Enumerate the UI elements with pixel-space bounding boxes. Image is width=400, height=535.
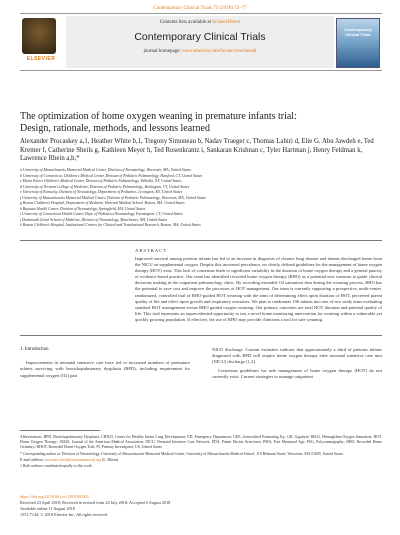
elsevier-wordmark: ELSEVIER bbox=[26, 56, 56, 62]
affiliation-item: h Baystate Health Center, Division of Neonatology, Springfield, MA, United States bbox=[20, 206, 146, 211]
email-footnote bbox=[20, 458, 382, 463]
affiliation-item: j Dartmouth Geisel School of Medicine, Division of Neonatology, Manchester, NH, United States bbox=[20, 217, 168, 222]
affiliation-item: g Boston Children's Hospital, Department of Medicine, Harvard Medical School, Boston, MA, United States bbox=[20, 201, 185, 205]
banner-center bbox=[66, 16, 334, 68]
affiliation-item: c Maria Fareri Children's Medical Center, Division of Pediatric Pulmonology, Valhalla, NY, United States bbox=[20, 179, 182, 183]
body-paragraph: Consensus guidelines for safe management of home oxygen therapy (HOT) do not currently exist. Current strategies to manage outpatient bbox=[212, 367, 382, 379]
cover-title: Contemporary Clinical Trials bbox=[344, 27, 372, 37]
sciencedirect-link[interactable]: ScienceDirect bbox=[212, 20, 241, 25]
author-email-link[interactable]: lawrence.rhein@umassmemorial.org bbox=[45, 457, 102, 462]
body-column-left bbox=[20, 347, 190, 381]
running-header[interactable]: Contemporary Clinical Trials 75 (2018) 72–77 bbox=[153, 6, 247, 11]
abstract-text: Improved survival among preterm infants has led to an increase in diagnosis of chronic lung disease and infants discharged home from the NICU on supplemental oxygen. Despite this increased prevalence, no clearly defined guidelines for the management of home oxygen therapy (HOT) exist. This lack of consensus leads to significant variability in the duration of home oxygen therapy and a general paucity of evidence-based practice. Our team has identified recorded home oxygen therapy (RHO) as a potential new measure to guide clinical decisions making in the outpatient pulmonology clinic. By recording extended O2 saturation data during the weaning process, RHO has the potential to save cost and improve the processes of HOT management. Our team is currently supporting a prospective, multi-center, randomized, controlled trial of RHO-guided HOT weaning with the aims of determining effect upon duration of HOT, perceived parent quality of life and effect upon growth and respiratory outcomes. We plan to randomize 196 infants into one of two study arms evaluating standard HOT management versus RHO guided oxygen weaning. Our primary outcomes are total HOT duration and parental quality of life. This trial represents an unprecedented opportunity to test a novel home monitoring intervention for weaning within a vulnerable yet quickly growing population. If effective, the use of RHO may provide clinicians a tool for safe weaning. bbox=[135, 256, 382, 322]
body-column-right bbox=[212, 347, 382, 382]
affiliation-item: f University of Massachusetts Memorial Medical Center, Division of Pediatric Pulmonology, Worcester, MA, United States bbox=[20, 195, 206, 200]
correspondence-footnote: * Corresponding author at: Division of Neonatology, University of Massachusetts Memorial Medical Center, University of Massachusetts Medical School, 119 Belmont Street, Worcester, MA 01605, United States. bbox=[20, 451, 344, 456]
email-label: E-mail address: bbox=[20, 457, 45, 462]
affiliation-item: k Boston Children's Hospital, Institutional Centers for Clinical and Translational Research, Boston, MA, United States bbox=[20, 223, 201, 227]
publication-info bbox=[20, 494, 382, 518]
journal-title: Contemporary Clinical Trials bbox=[134, 31, 266, 43]
abstract-heading: ABSTRACT bbox=[135, 248, 167, 253]
affiliations bbox=[20, 168, 382, 229]
affiliation-item: a University of Massachusetts Memorial Medical Center, Division of Neonatology, Worcester, MA, United States bbox=[20, 168, 191, 172]
author-list[interactable]: Alexander Procaskey a,1, Heather White b,1, Tregony Simoneau b, Nadav Traeger c, Thomas Lahiri d, Elie G. Abu Jawdeh e, Ted Kremer f, Catherine Sheils g, Kathleen Meyer h, Ted Rosenkrantz i, Sankaran Krishnan c, Tyler Hartman j, Henry Feldman k, Lawrence Rhein a,b,* bbox=[20, 138, 374, 162]
contents-prefix: Contents lists available at bbox=[159, 20, 211, 25]
email-suffix: (L. Rhein). bbox=[102, 457, 119, 462]
footnotes bbox=[20, 435, 382, 470]
affiliation-item: i University of Connecticut Health Center, Dept. of Pediatrics/Neonatology, Farmington, CT, United States bbox=[20, 212, 183, 216]
divider bbox=[20, 240, 382, 241]
doi-link[interactable]: https://doi.org/10.1016/j.cct.2018.08.003 bbox=[20, 494, 89, 499]
affiliation-item: e University of Kentucky, Division of Neonatology, Department of Pediatrics, Lexington, KY, United States bbox=[20, 190, 183, 194]
journal-banner bbox=[20, 13, 382, 71]
body-paragraph: NICU discharge. Current estimates indicate that approximately a third of preterm infants diagnosed with BPD will require home oxygen therapy after neonatal intensive care unit (NICU) discharge [1,2]. bbox=[212, 347, 382, 365]
elsevier-tree-icon bbox=[22, 18, 56, 54]
affiliation-item: b University of Connecticut, Children's Medical Center, Division of Pediatric Pulmonology, Hartford, CT, United States bbox=[20, 173, 203, 178]
journal-homepage-line bbox=[66, 49, 334, 54]
footnote-divider bbox=[20, 430, 100, 431]
body-paragraph: Improvements in neonatal intensive care have led to increased numbers of premature infants surviving with bronchopulmonary dysplasia (BPD), including requirement for supplemental oxygen (O2) past bbox=[20, 360, 190, 378]
article-title: The optimization of home oxygen weaning in premature infants trial: Design, rationale, methods, and lessons learned bbox=[20, 111, 297, 134]
copyright-line: 1551-7144/ © 2018 Elsevier Inc. All rights reserved. bbox=[20, 512, 109, 517]
contents-line bbox=[66, 20, 334, 25]
journal-cover-thumbnail[interactable] bbox=[336, 18, 380, 68]
journal-homepage-link[interactable]: www.elsevier.com/locate/conclintrial bbox=[182, 49, 257, 54]
homepage-prefix: journal homepage: bbox=[143, 49, 181, 54]
divider bbox=[20, 335, 382, 336]
abbreviations-footnote: Abbreviations: BPD, Bronchopulmonary Dysplasia; CHILD, Center for Healthy Infant Lung Development; ED, Emergency Department; GEE, Generalized Estimating Eq.; GR, Gigabyte; HbO2, Hemoglobin-Oxygen Saturation; HOT, Home Oxygen Therapy; JAMA, Journal of the American Medical Association; NICU, Neonatal Intensive Care Network; PDA, Patent Ductus Arteriosus; PMA, Post Menstrual Age; PSG, Polysomnography; RHO, Recorded Home Oximetry; RHOT, Recorded Home Oxygen Trial; PI, Primary Investigator; US, United States bbox=[20, 435, 382, 450]
section-heading-introduction: 1. Introduction bbox=[20, 347, 49, 352]
available-online: Available online 11 August 2018 bbox=[20, 506, 75, 511]
elsevier-logo[interactable] bbox=[22, 18, 60, 66]
affiliation-item: d University of Vermont College of Medicine, Division of Pediatric Pulmonology, Burlington, VT, United States bbox=[20, 184, 190, 189]
equal-contribution-footnote: 1 Both authors contributed equally to this work bbox=[20, 464, 92, 469]
received-dates: Received 23 April 2018; Received in revised form 24 July 2018; Accepted 6 August 2018 bbox=[20, 500, 171, 505]
